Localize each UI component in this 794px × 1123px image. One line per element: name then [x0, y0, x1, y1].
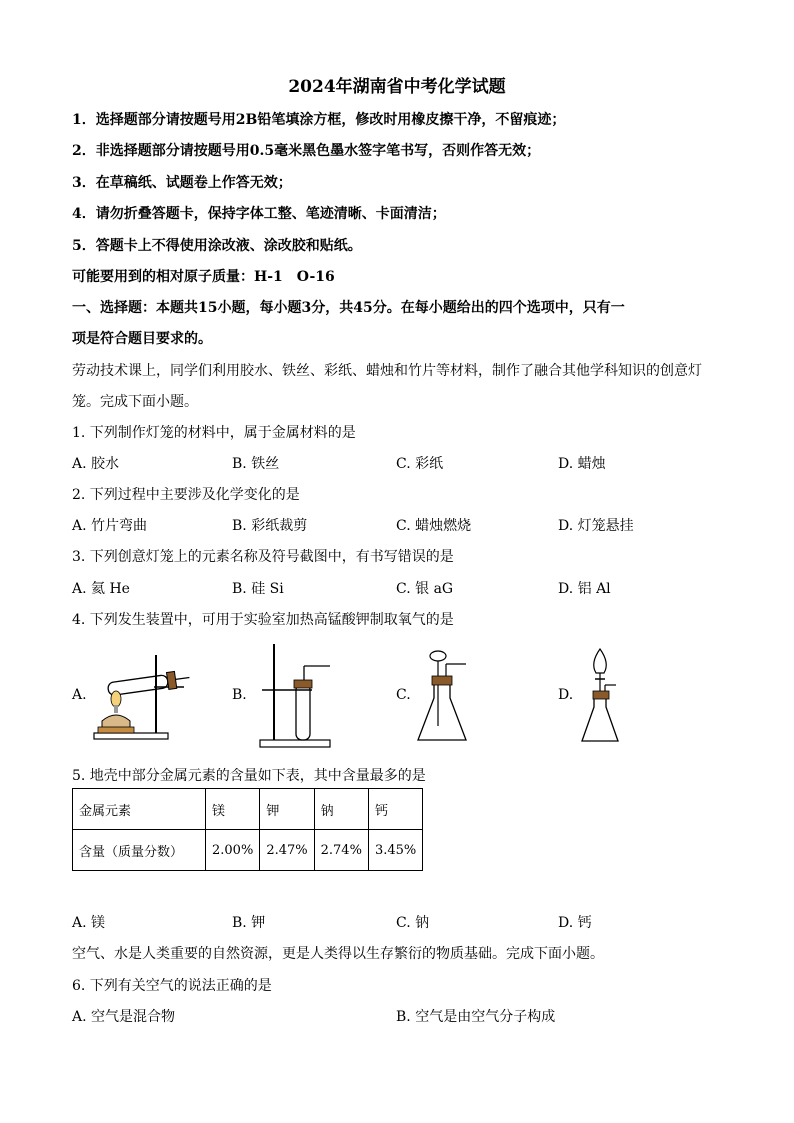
table-cell: 钠: [314, 789, 368, 830]
instruction-5: 5．答题卡上不得使用涂改液、涂改胶和贴纸。: [72, 238, 362, 254]
apparatus-a-heating-test-tube-image: [88, 645, 198, 743]
instruction-1: 1．选择题部分请按题号用2B铅笔填涂方框，修改时用橡皮擦干净，不留痕迹；: [72, 112, 566, 128]
metal-content-table: [72, 788, 423, 871]
question-2-option-a[interactable]: A. 竹片弯曲: [72, 518, 148, 534]
context-1-line-2: 笼。完成下面小题。: [72, 394, 198, 410]
question-5-option-a[interactable]: A. 镁: [72, 915, 106, 931]
instruction-4: 4．请勿折叠答题卡，保持字体工整、笔迹清晰、卡面清洁；: [72, 206, 446, 222]
question-1-option-c[interactable]: C. 彩纸: [396, 456, 444, 472]
table-cell: 2.00%: [206, 830, 260, 871]
question-4-option-d[interactable]: D.: [558, 687, 574, 703]
question-6-option-b[interactable]: B. 空气是由空气分子构成: [396, 1009, 556, 1025]
table-row: [73, 830, 423, 871]
section-heading-cont: 项是符合题目要求的。: [72, 331, 212, 347]
apparatus-d-flask-separatory-funnel-image: [576, 645, 624, 745]
table-cell: 含量（质量分数）: [73, 830, 206, 871]
table-cell: 钙: [368, 789, 422, 830]
question-3-option-a[interactable]: A. 氦 He: [72, 581, 130, 597]
question-3-option-d[interactable]: D. 铝 Al: [558, 581, 611, 597]
atomic-mass-note: 可能要用到的相对原子质量：H-1 O-16: [72, 269, 335, 285]
table-cell: 2.47%: [260, 830, 314, 871]
question-4-stem: 4. 下列发生装置中，可用于实验室加热高锰酸钾制取氧气的是: [72, 612, 454, 628]
question-3-option-c[interactable]: C. 银 aG: [396, 581, 454, 597]
table-cell: 金属元素: [73, 789, 206, 830]
question-1-option-a[interactable]: A. 胶水: [72, 456, 120, 472]
question-5-option-b[interactable]: B. 钾: [232, 915, 266, 931]
table-cell: 钾: [260, 789, 314, 830]
table-cell: 3.45%: [368, 830, 422, 871]
question-2-stem: 2. 下列过程中主要涉及化学变化的是: [72, 487, 300, 503]
context-2: 空气、水是人类重要的自然资源，更是人类得以生存繁衍的物质基础。完成下面小题。: [72, 946, 604, 962]
instruction-2: 2．非选择题部分请按题号用0.5毫米黑色墨水签字笔书写，否则作答无效；: [72, 143, 541, 159]
instruction-3: 3．在草稿纸、试题卷上作答无效；: [72, 175, 292, 191]
question-5-option-c[interactable]: C. 钠: [396, 915, 430, 931]
question-1-option-b[interactable]: B. 铁丝: [232, 456, 280, 472]
section-heading: 一、选择题：本题共15小题，每小题3分，共45分。在每小题给出的四个选项中，只有一: [72, 300, 625, 316]
table-cell: 2.74%: [314, 830, 368, 871]
context-1-line-1: 劳动技术课上，同学们利用胶水、铁丝、彩纸、蜡烛和竹片等材料，制作了融合其他学科知识的创意灯: [72, 363, 702, 379]
question-3-stem: 3. 下列创意灯笼上的元素名称及符号截图中，有书写错误的是: [72, 549, 454, 565]
question-6-option-a[interactable]: A. 空气是混合物: [72, 1009, 176, 1025]
apparatus-c-flask-long-funnel-image: [414, 648, 474, 746]
question-4-option-b[interactable]: B.: [232, 687, 247, 703]
question-2-option-d[interactable]: D. 灯笼悬挂: [558, 518, 634, 534]
question-4-option-c[interactable]: C.: [396, 687, 411, 703]
question-1-option-d[interactable]: D. 蜡烛: [558, 456, 606, 472]
question-5-stem: 5. 地壳中部分金属元素的含量如下表，其中含量最多的是: [72, 768, 426, 784]
apparatus-b-upright-test-tube-image: [252, 640, 338, 750]
question-5-option-d[interactable]: D. 钙: [558, 915, 592, 931]
page-title: 2024年湖南省中考化学试题: [288, 77, 506, 97]
question-6-stem: 6. 下列有关空气的说法正确的是: [72, 978, 272, 994]
question-2-option-b[interactable]: B. 彩纸裁剪: [232, 518, 308, 534]
table-header-row: [73, 789, 423, 830]
question-2-option-c[interactable]: C. 蜡烛燃烧: [396, 518, 472, 534]
question-3-option-b[interactable]: B. 硅 Si: [232, 581, 284, 597]
question-4-option-a[interactable]: A.: [72, 687, 87, 703]
question-1-stem: 1. 下列制作灯笼的材料中，属于金属材料的是: [72, 425, 356, 441]
table-cell: 镁: [206, 789, 260, 830]
